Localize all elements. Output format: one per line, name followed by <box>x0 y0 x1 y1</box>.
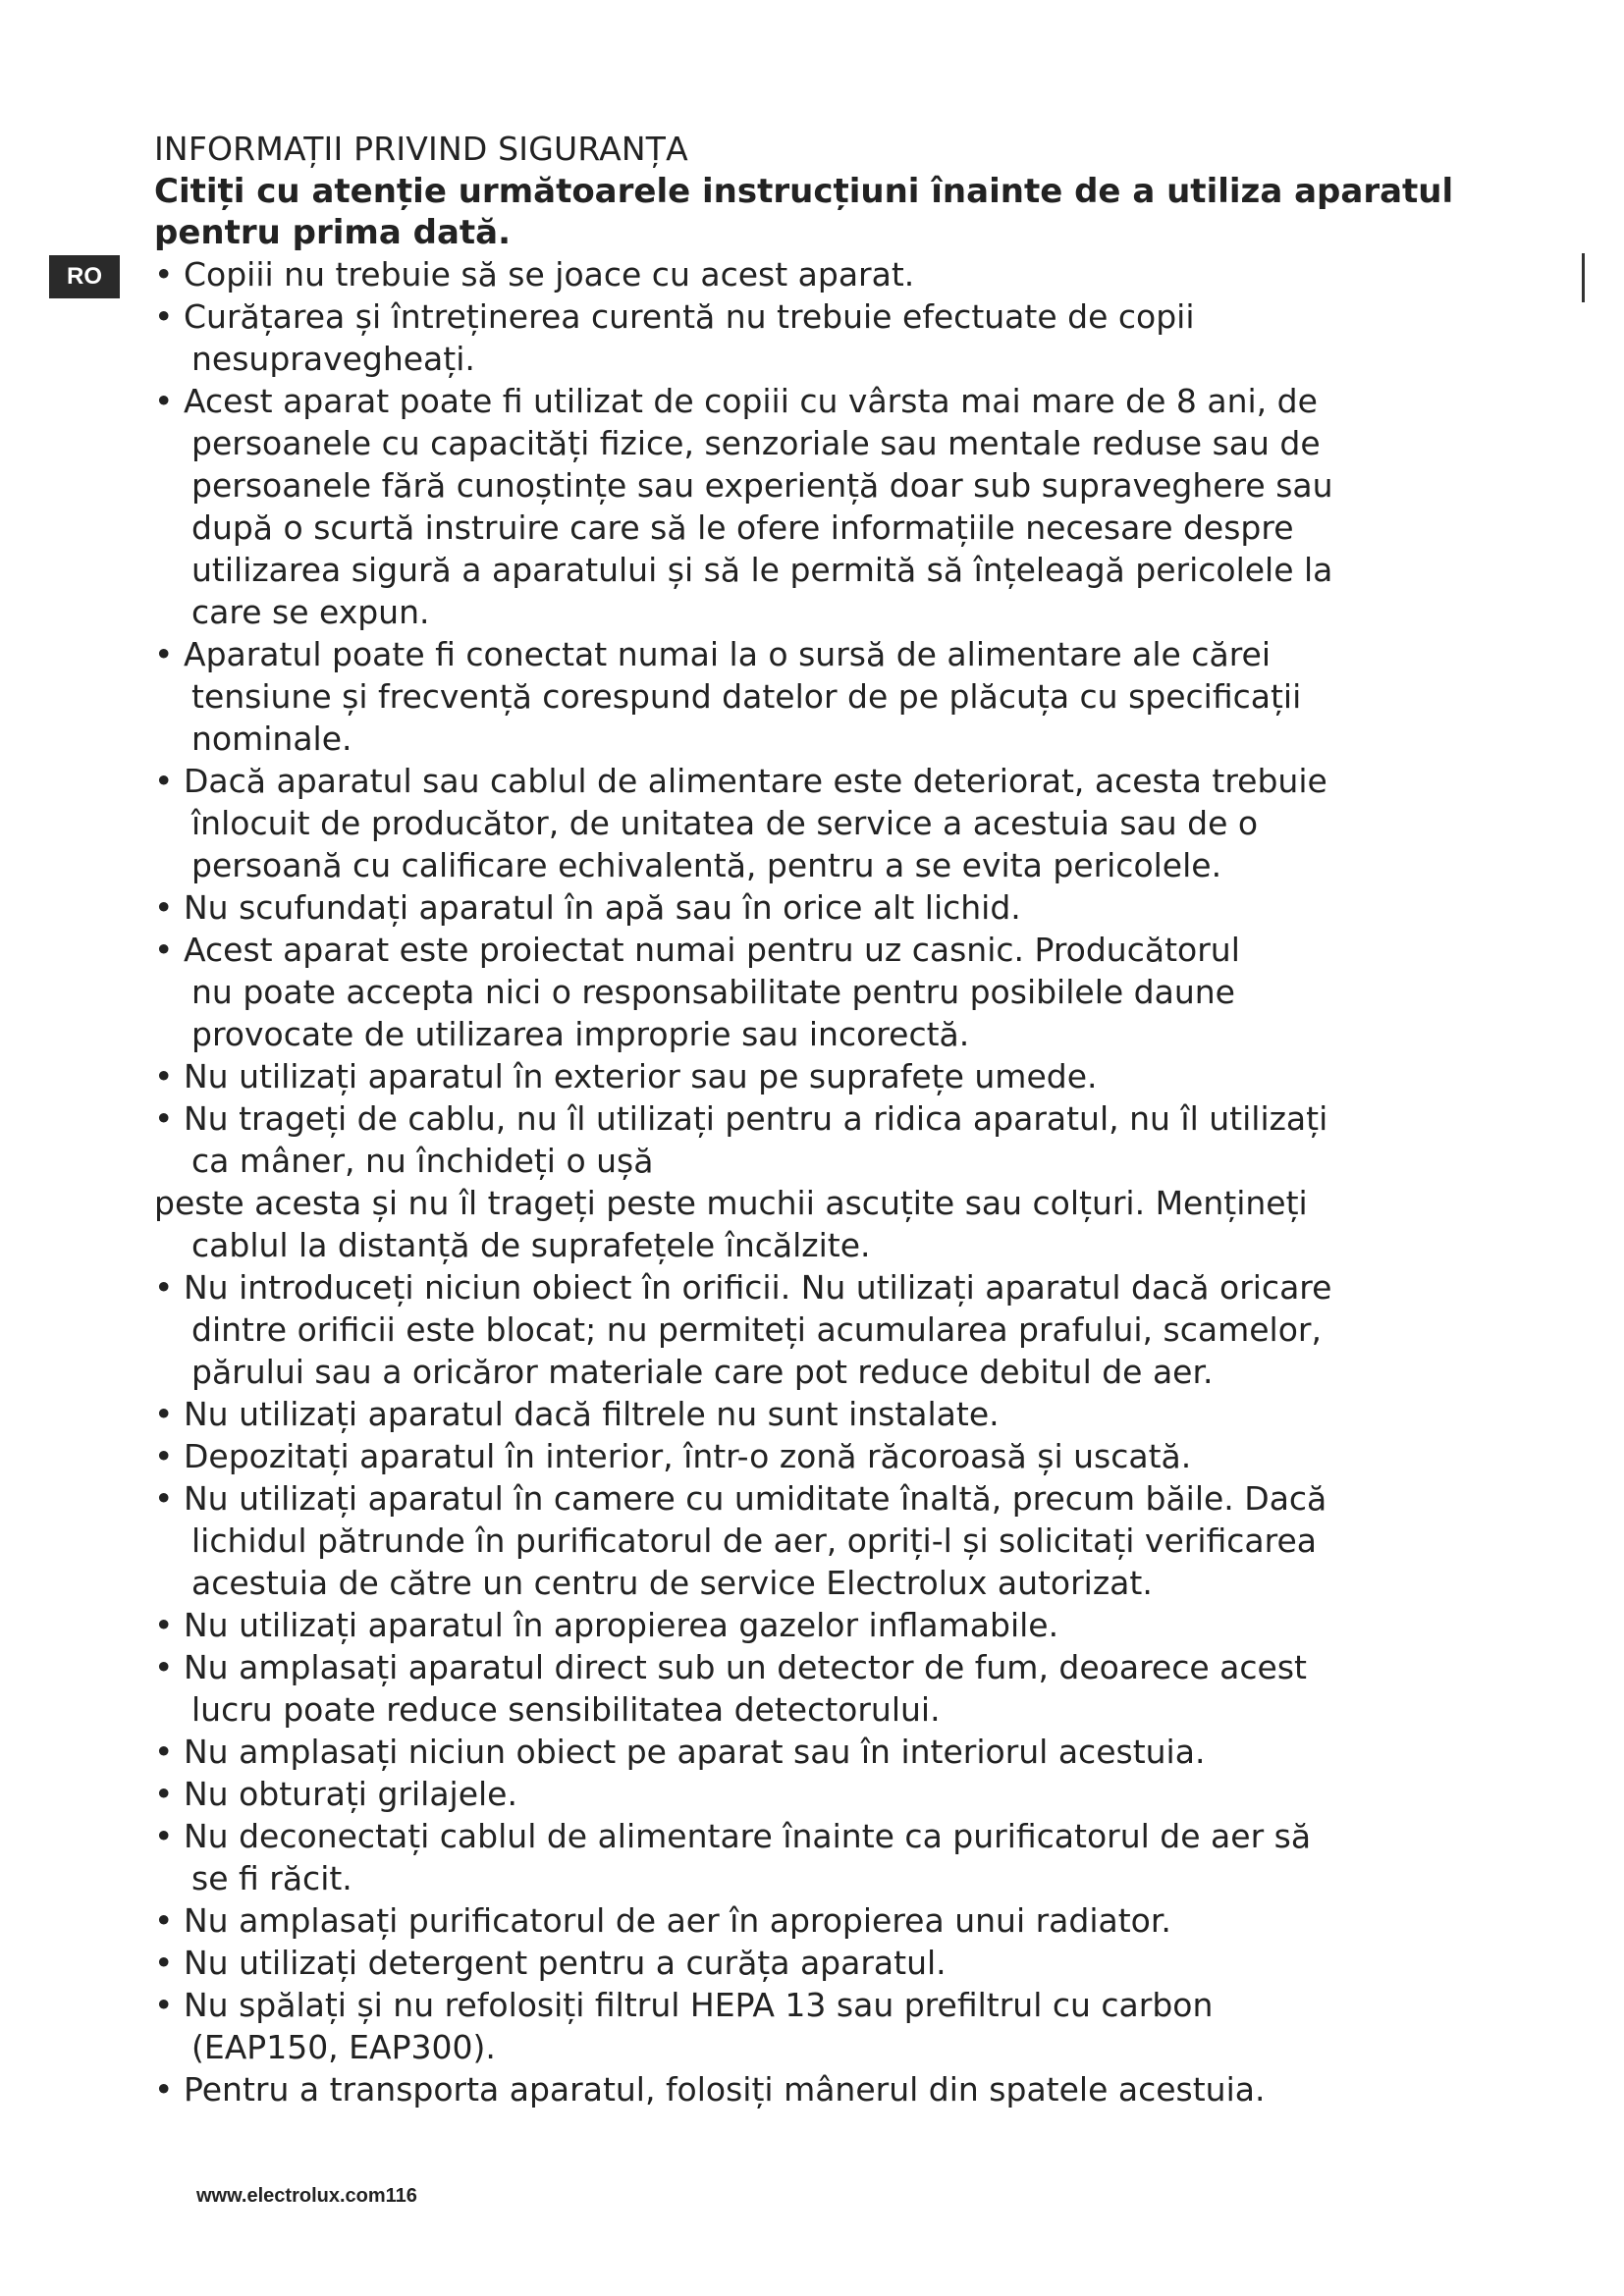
list-item <box>154 929 1529 1055</box>
list-item <box>154 1899 1529 1942</box>
bullet-icon: • <box>154 1099 174 1138</box>
list-item <box>154 633 1529 760</box>
list-item <box>154 1097 1529 1266</box>
list-item-text <box>184 1393 1529 1435</box>
text-line: Nu scufundați aparatul în apă sau în orice alt lichid. <box>184 888 1021 927</box>
bullet-icon: • <box>154 382 174 420</box>
text-line: dintre orificii este blocat; nu permiteți acumularea prafului, scamelor, <box>191 1310 1322 1349</box>
list-item-text <box>184 1773 1529 1815</box>
list-item <box>154 1055 1529 1097</box>
bullet-icon: • <box>154 297 174 336</box>
list-item <box>154 380 1529 633</box>
list-item-text <box>184 1604 1529 1646</box>
text-line: Nu amplasați purificatorul de aer în apropierea unui radiator. <box>184 1901 1171 1940</box>
list-item-text <box>184 1815 1529 1899</box>
text-line: nominale. <box>191 720 352 758</box>
text-line: Nu introduceți niciun obiect în orificii. Nu utilizați aparatul dacă oricare <box>184 1268 1332 1307</box>
bullet-icon: • <box>154 1437 174 1475</box>
list-item-text <box>184 1731 1529 1773</box>
bullet-icon: • <box>154 888 174 927</box>
list-item <box>154 1604 1529 1646</box>
bullet-icon: • <box>154 1775 174 1813</box>
list-item-text <box>184 633 1529 760</box>
bullet-icon: • <box>154 1944 174 1982</box>
bullet-icon: • <box>154 1986 174 2024</box>
text-line: Nu trageți de cablu, nu îl utilizați pentru a ridica aparatul, nu îl utilizați <box>184 1099 1328 1138</box>
list-item-text <box>184 1942 1529 1984</box>
bullet-icon: • <box>154 1733 174 1771</box>
bullet-icon: • <box>154 931 174 969</box>
text-line: Nu obturați grilajele. <box>184 1775 517 1813</box>
bullet-icon: • <box>154 2070 174 2109</box>
list-item <box>154 1477 1529 1604</box>
text-line: care se expun. <box>191 593 430 631</box>
text-line: Nu utilizați aparatul dacă filtrele nu sunt instalate. <box>184 1395 1000 1433</box>
list-item-text <box>184 1055 1529 1097</box>
text-line: părului sau a oricăror materiale care pot reduce debitul de aer. <box>191 1353 1214 1391</box>
list-item-text <box>184 1984 1529 2068</box>
text-line: Depozitați aparatul în interior, într-o zonă răcoroasă și uscată. <box>184 1437 1192 1475</box>
list-item-text <box>184 1266 1529 1393</box>
text-line: Nu amplasați niciun obiect pe aparat sau în interiorul acestuia. <box>184 1733 1206 1771</box>
text-line: Nu utilizați aparatul în exterior sau pe suprafețe umede. <box>184 1057 1098 1095</box>
text-line: Aparatul poate fi conectat numai la o sursă de alimentare ale cărei <box>184 635 1272 673</box>
text-line: provocate de utilizarea improprie sau incorectă. <box>191 1015 970 1053</box>
text-line: peste acesta și nu îl trageți peste muchii ascuțite sau colțuri. Mențineți <box>154 1184 1308 1222</box>
bullet-icon: • <box>154 1606 174 1644</box>
list-item <box>154 1393 1529 1435</box>
text-line: după o scurtă instruire care să le ofere informațiile necesare despre <box>191 508 1294 547</box>
list-item-text <box>184 2068 1529 2110</box>
text-line: Nu deconectați cablul de alimentare înainte ca purificatorul de aer să <box>184 1817 1312 1855</box>
bullet-icon: • <box>154 1648 174 1686</box>
bullet-icon: • <box>154 635 174 673</box>
intro-instruction: Citiți cu atenție următoarele instrucțiuni înainte de a utiliza aparatul pentru prima dată. <box>154 172 1454 252</box>
list-item <box>154 1815 1529 1899</box>
text-line: nesupravegheați. <box>191 340 475 378</box>
text-line: persoanele cu capacități fizice, senzoriale sau mentale reduse sau de <box>191 424 1321 462</box>
text-line: tensiune și frecvență corespund datelor de pe plăcuța cu specificații <box>191 677 1302 716</box>
bullet-icon: • <box>154 762 174 800</box>
text-line: cablul la distanță de suprafețele încălzite. <box>191 1226 871 1264</box>
text-line: utilizarea sigură a aparatului și să le permită să înțeleagă pericolele la <box>191 551 1333 589</box>
list-item-text <box>184 760 1529 886</box>
text-line: lucru poate reduce sensibilitatea detectorului. <box>191 1690 941 1729</box>
list-item-text <box>184 886 1529 929</box>
text-line: persoană cu calificare echivalentă, pentru a se evita pericolele. <box>191 846 1222 884</box>
list-item <box>154 1942 1529 1984</box>
text-line: ca mâner, nu închideți o ușă <box>191 1142 654 1180</box>
list-item <box>154 2068 1529 2110</box>
list-item-text <box>184 1899 1529 1942</box>
list-item <box>154 1773 1529 1815</box>
list-item <box>154 1266 1529 1393</box>
list-item-text <box>184 1435 1529 1477</box>
language-tab: RO <box>49 255 120 298</box>
text-line: Acest aparat este proiectat numai pentru uz casnic. Producătorul <box>184 931 1240 969</box>
list-item <box>154 1646 1529 1731</box>
text-line: acestuia de către un centru de service Electrolux autorizat. <box>191 1564 1153 1602</box>
list-item <box>154 760 1529 886</box>
list-item-text <box>184 295 1529 380</box>
list-item <box>154 1984 1529 2068</box>
text-line: Copiii nu trebuie să se joace cu acest aparat. <box>184 255 915 294</box>
text-line: Nu utilizați detergent pentru a curăța aparatul. <box>184 1944 947 1982</box>
text-line: Acest aparat poate fi utilizat de copiii cu vârsta mai mare de 8 ani, de <box>184 382 1318 420</box>
list-item <box>154 253 1529 295</box>
safety-list <box>154 253 1529 2110</box>
list-item-text <box>154 1097 1529 1266</box>
list-item-text <box>184 1646 1529 1731</box>
text-line: Nu utilizați aparatul în camere cu umiditate înaltă, precum băile. Dacă <box>184 1479 1327 1518</box>
list-item <box>154 886 1529 929</box>
page-footer: www.electrolux.com116 <box>196 2185 417 2207</box>
text-line: Nu amplasați aparatul direct sub un detector de fum, deoarece acest <box>184 1648 1307 1686</box>
bullet-icon: • <box>154 1479 174 1518</box>
text-line: lichidul pătrunde în purificatorul de aer, opriți-l și solicitați verificarea <box>191 1522 1318 1560</box>
list-item-text <box>184 253 1529 295</box>
list-item-text <box>184 1477 1529 1604</box>
text-line: persoanele fără cunoștințe sau experiență doar sub supraveghere sau <box>191 466 1333 505</box>
text-line: Curățarea și întreținerea curentă nu trebuie efectuate de copii <box>184 297 1195 336</box>
list-item <box>154 1731 1529 1773</box>
list-item <box>154 1435 1529 1477</box>
text-line: Dacă aparatul sau cablul de alimentare este deteriorat, acesta trebuie <box>184 762 1327 800</box>
bullet-icon: • <box>154 1395 174 1433</box>
text-line: nu poate accepta nici o responsabilitate pentru posibilele daune <box>191 973 1235 1011</box>
text-line: se fi răcit. <box>191 1859 352 1897</box>
bullet-icon: • <box>154 1817 174 1855</box>
list-item-text <box>184 929 1529 1055</box>
safety-section <box>154 128 1529 2110</box>
text-line: Pentru a transporta aparatul, folosiți mânerul din spatele acestuia. <box>184 2070 1266 2109</box>
list-item <box>154 295 1529 380</box>
text-line: Nu spălați și nu refolosiți filtrul HEPA 13 sau prefiltrul cu carbon <box>184 1986 1214 2024</box>
margin-marker <box>1582 253 1585 302</box>
bullet-icon: • <box>154 1057 174 1095</box>
list-item-text <box>184 380 1529 633</box>
bullet-icon: • <box>154 255 174 294</box>
bullet-icon: • <box>154 1901 174 1940</box>
text-line: (EAP150, EAP300). <box>191 2028 496 2066</box>
bullet-icon: • <box>154 1268 174 1307</box>
text-line: Nu utilizați aparatul în apropierea gazelor inflamabile. <box>184 1606 1059 1644</box>
text-line: înlocuit de producător, de unitatea de service a acestuia sau de o <box>191 804 1259 842</box>
section-heading: INFORMAȚII PRIVIND SIGURANȚA <box>154 130 688 168</box>
